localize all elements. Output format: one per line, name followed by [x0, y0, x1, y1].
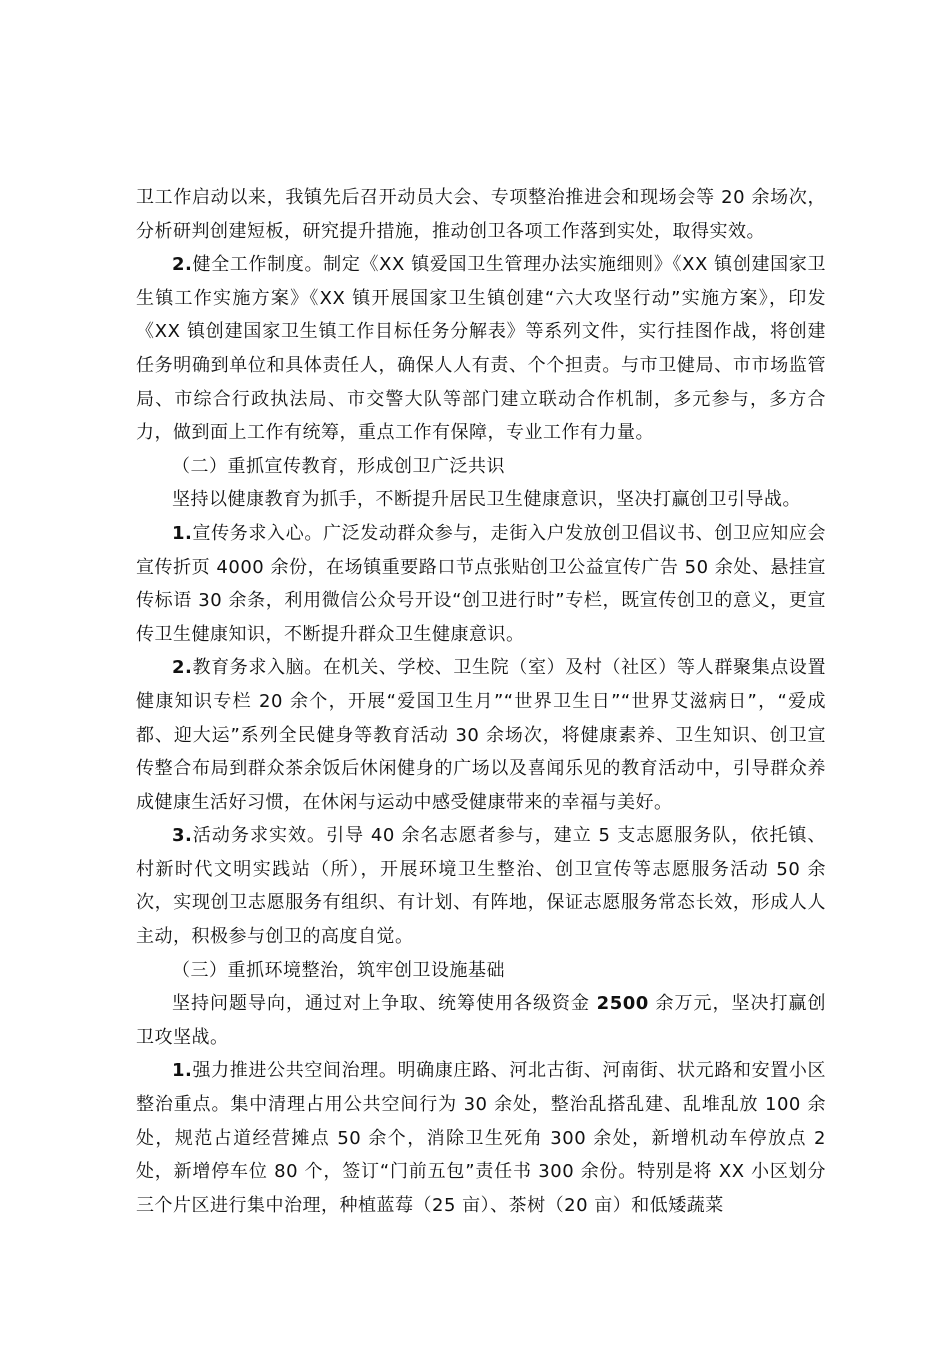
paragraph-text: 坚持问题导向，通过对上争取、统筹使用各级资金	[172, 993, 597, 1015]
paragraph-text: 健全工作制度。制定《XX 镇爱国卫生管理办法实施细则》《XX 镇创建国家卫生镇工作实施方案》《XX 镇开展国家卫生镇创建“六大攻坚行动”实施方案》，印发《XX 镇创建国家卫生镇工作目标任务分解表》等系列文件，实行挂图作战，将创建任务明确到单位和具体责任人，确保人人有责、个个担责。与市卫健局、市市场监管局、市综合行政执法局、市交警大队等部门建立联动合作机制，多元参与，多方合力，做到面上工作有统筹，重点工作有保障，专业工作有力量。	[136, 254, 826, 444]
funding-amount: 2500	[596, 993, 649, 1015]
paragraph-funding	[136, 987, 826, 1054]
paragraph-education	[136, 651, 826, 819]
paragraph-text: 宣传务求入心。广泛发动群众参与，走街入户发放创卫倡议书、创卫应知应会宣传折页 4000 余份，在场镇重要路口节点张贴创卫公益宣传广告 50 余处、悬挂宣传标语 30 余条，利用微信公众号开设“创卫进行时”专栏，既宣传创卫的意义，更宣传卫生健康知识，不断提升群众卫生健康意识。	[136, 522, 826, 645]
section-heading-2: （二）重抓宣传教育，形成创卫广泛共识	[172, 455, 505, 477]
item-number: 1.	[172, 1060, 193, 1082]
item-number: 2.	[172, 657, 193, 679]
paragraph-publicity	[136, 517, 826, 651]
item-number: 1.	[172, 522, 193, 544]
item-number: 2.	[172, 254, 193, 276]
paragraph-continuation: 卫工作启动以来，我镇先后召开动员大会、专项整治推进会和现场会等 20 余场次，分析研判创建短板，研究提升措施，推动创卫各项工作落到实处，取得实效。	[136, 187, 826, 242]
document-body	[136, 181, 826, 1222]
paragraph-text: 教育务求入脑。在机关、学校、卫生院（室）及村（社区）等人群聚集点设置健康知识专栏 20 余个，开展“爱国卫生月”“世界卫生日”“世界艾滋病日”，“爱成都、迎大运”系列全民健身等教育活动 30 余场次，将健康素养、卫生知识、创卫宣传整合布局到群众茶余饭后休闲健身的广场以及喜闻乐见的教育活动中，引导群众养成健康生活好习惯，在休闲与运动中感受健康带来的幸福与美好。	[136, 657, 826, 813]
paragraph-text: 活动务求实效。引导 40 余名志愿者参与，建立 5 支志愿服务队，依托镇、村新时代文明实践站（所），开展环境卫生整治、创卫宣传等志愿服务活动 50 余次，实现创卫志愿服务有组织、有计划、有阵地，保证志愿服务常态长效，形成人人主动，积极参与创卫的高度自觉。	[136, 825, 826, 948]
section-heading-3: （三）重抓环境整治，筑牢创卫设施基础	[172, 959, 505, 981]
paragraph-text: 强力推进公共空间治理。明确康庄路、河北古街、河南街、状元路和安置小区整治重点。集中清理占用公共空间行为 30 余处，整治乱搭乱建、乱堆乱放 100 余处，规范占道经营摊点 50 余个，消除卫生死角 300 余处，新增机动车停放点 2 处，新增停车位 80 个，签订“门前五包”责任书 300 余份。特别是将 XX 小区划分三个片区进行集中治理，种植蓝莓（25 亩）、茶树（20 亩）和低矮蔬菜	[136, 1060, 826, 1216]
paragraph-text: 余万元，坚决打赢创卫攻坚战。	[136, 993, 826, 1048]
paragraph-activities	[136, 819, 826, 953]
item-number: 3.	[172, 825, 193, 847]
paragraph-health-education: 坚持以健康教育为抓手，不断提升居民卫生健康意识，坚决打赢创卫引导战。	[172, 489, 801, 511]
paragraph-public-space	[136, 1054, 826, 1222]
paragraph-work-system	[136, 248, 826, 450]
